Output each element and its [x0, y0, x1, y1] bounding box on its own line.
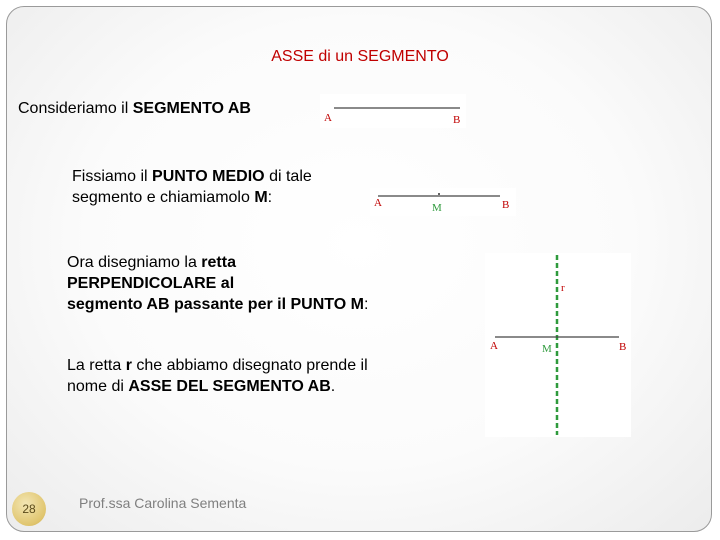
label-point-a: A [374, 197, 382, 209]
midpoint-drawing [370, 188, 516, 216]
midpoint-l2-pre: segmento e chiamiamolo [72, 189, 255, 206]
label-point-b: B [502, 199, 510, 211]
perpendicular-drawing [485, 253, 631, 437]
text-block-axis [67, 355, 368, 397]
perp-l1-bold: retta [201, 254, 236, 271]
label-point-b: B [453, 114, 461, 126]
perp-l1-pre: Ora disegniamo la [67, 254, 202, 271]
axis-l1-bold: r [125, 357, 132, 374]
label-point-m: M [432, 202, 442, 214]
label-point-a: A [490, 340, 498, 352]
axis-l2-post: . [330, 378, 336, 395]
figure-midpoint [370, 188, 516, 216]
text-segment-pre: Consideriamo il [18, 100, 133, 117]
label-point-m: M [542, 343, 552, 355]
text-block-segment [18, 98, 251, 119]
text-block-perpendicular [67, 252, 368, 315]
axis-l2-bold: ASSE DEL SEGMENTO AB [128, 378, 331, 395]
label-point-a: A [324, 112, 332, 124]
page-number-badge: 28 [12, 492, 46, 526]
perp-l3-bold: segmento AB passante per il PUNTO M [67, 296, 364, 313]
midpoint-l2-bold: M [254, 189, 268, 206]
perp-l2-bold: PERPENDICOLARE al [67, 275, 235, 292]
label-point-b: B [619, 341, 627, 353]
midpoint-l2-post: : [267, 189, 273, 206]
midpoint-l1-pre: Fissiamo il [72, 168, 153, 185]
axis-l1-post: che abbiamo disegnato prende il [131, 357, 368, 374]
midpoint-l1-bold: PUNTO MEDIO [152, 168, 265, 185]
slide-title: ASSE di un SEGMENTO [271, 48, 449, 65]
figure-perpendicular-bisector [485, 253, 631, 437]
midpoint-dot [438, 193, 440, 195]
text-segment-bold: SEGMENTO AB [132, 100, 251, 117]
midpoint-l1-post: di tale [264, 168, 312, 185]
figure-segment-ab [320, 94, 466, 128]
label-line-r: r [561, 282, 565, 294]
footer-author: Prof.ssa Carolina Sementa [79, 495, 247, 511]
axis-l1-pre: La retta [67, 357, 126, 374]
text-block-midpoint [72, 166, 312, 208]
perp-l3-post: : [363, 296, 369, 313]
segment-ab-drawing [320, 94, 466, 128]
axis-l2-pre: nome di [67, 378, 129, 395]
